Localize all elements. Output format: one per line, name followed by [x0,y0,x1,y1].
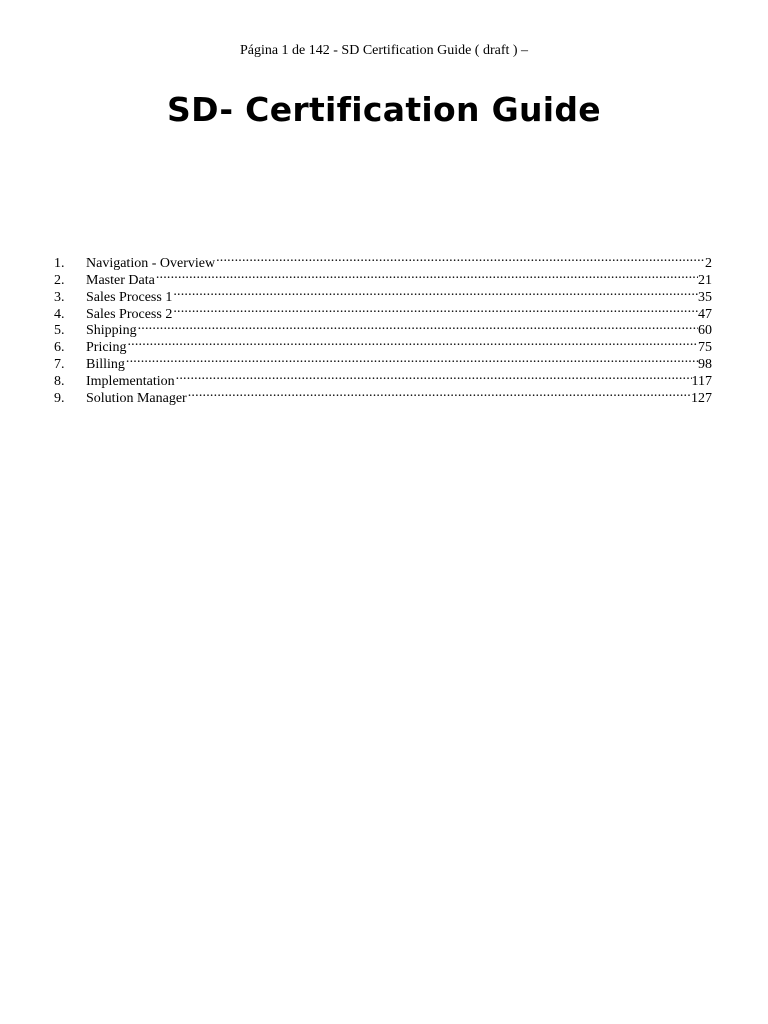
toc-dot-leader [175,368,692,385]
toc-entry-title: Billing [86,357,125,373]
toc-entry-title: Sales Process 1 [86,289,173,305]
toc-entry-number: 1. [54,255,65,271]
toc-entry-page: 75 [698,340,712,356]
toc-entry-number: 7. [54,357,65,373]
toc-entry-page: 98 [698,357,712,373]
toc-entry-page: 117 [691,374,712,390]
toc-entry-pricing[interactable] [54,334,712,356]
toc-entry-number: 9. [54,391,65,407]
toc-entry-page: 21 [698,272,712,288]
toc-entry-number: 4. [54,306,65,322]
table-of-contents [54,250,712,407]
toc-dot-leader [172,284,698,301]
toc-dot-leader [215,250,705,267]
document-title: SD- Certification Guide [167,90,601,129]
toc-entry-implementation[interactable] [54,368,712,390]
toc-entry-number: 3. [54,289,65,305]
toc-entry-title: Master Data [86,272,155,288]
toc-entry-shipping[interactable] [54,318,712,339]
page-header: Página 1 de 142 - SD Certification Guide ( draft ) – [239,43,529,58]
toc-entry-number: 8. [54,374,65,390]
toc-entry-title: Sales Process 2 [86,306,173,322]
toc-entry-number: 5. [54,323,65,339]
toc-entry-page: 127 [691,391,712,407]
toc-dot-leader [172,301,698,318]
toc-entry-billing[interactable] [54,351,712,373]
toc-entry-title: Implementation [86,374,175,390]
toc-dot-leader [137,318,698,335]
toc-dot-leader [125,351,698,368]
toc-dot-leader [126,334,698,351]
toc-entry-navigation-overview[interactable] [54,250,712,271]
toc-entry-page: 35 [698,289,712,305]
toc-entry-page: 47 [698,306,712,322]
toc-entry-number: 2. [54,272,65,288]
toc-entry-page: 2 [705,255,712,271]
toc-entry-title: Pricing [86,340,127,356]
toc-entry-title: Solution Manager [86,391,187,407]
toc-entry-title: Navigation - Overview [86,255,216,271]
toc-entry-number: 6. [54,340,65,356]
toc-entry-page: 60 [698,323,712,339]
toc-entry-title: Shipping [86,323,137,339]
toc-dot-leader [155,267,698,284]
toc-dot-leader [187,385,691,402]
